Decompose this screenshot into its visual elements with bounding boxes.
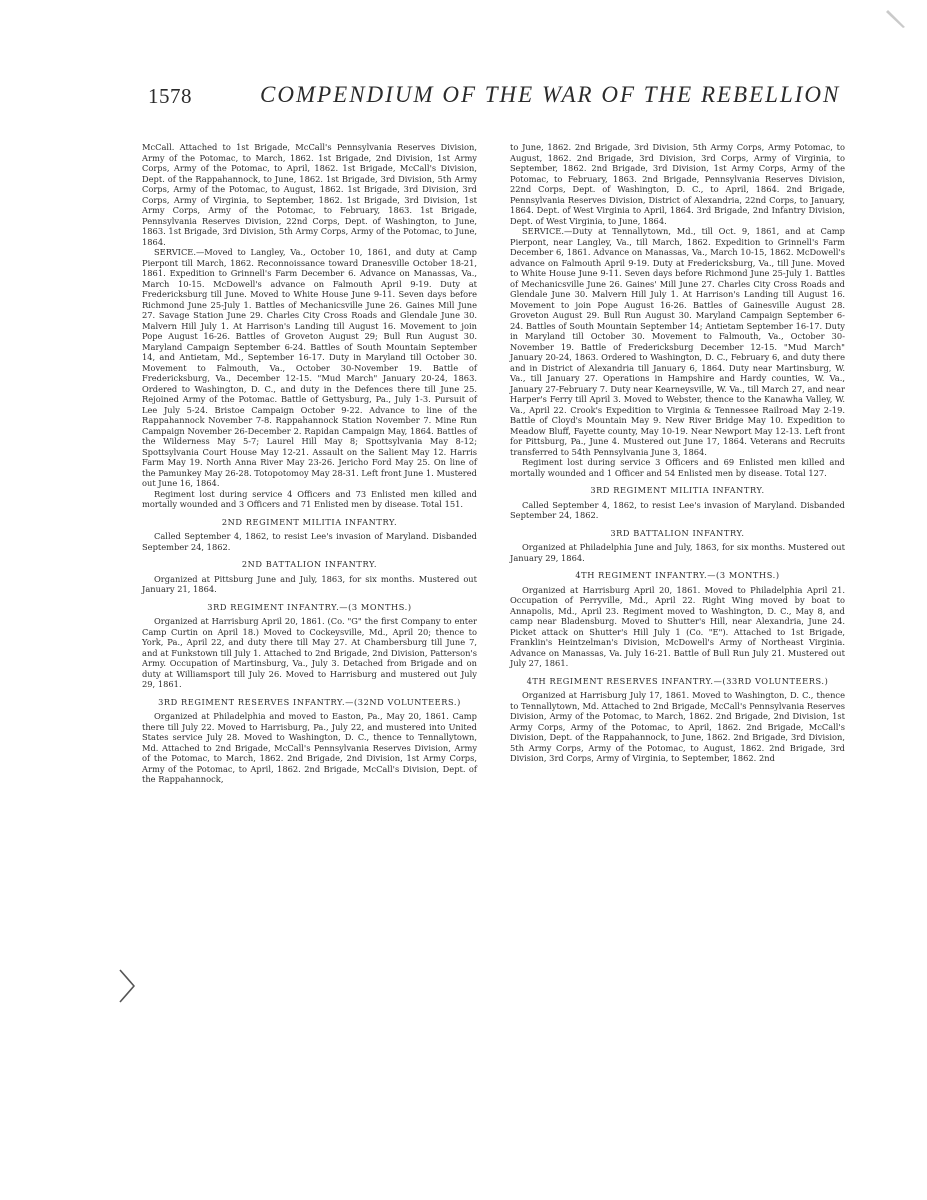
section-heading-4th-infantry: 4TH REGIMENT INFANTRY.—(3 MONTHS.) xyxy=(575,570,780,580)
right-losses-paragraph: Regiment lost during service 3 Officers and 69 Enlisted men killed and mortally wounded and 1 Officer and 54 Enlisted men by disease. Total 127. xyxy=(510,457,845,478)
right-battalion-paragraph: Organized at Philadelphia June and July, 1863, for six months. Mustered out January 29, 1864. xyxy=(510,542,845,563)
left-militia-paragraph: Called September 4, 1862, to resist Lee's invasion of Maryland. Disbanded September 24, 1862. xyxy=(142,531,477,552)
right-militia-paragraph: Called September 4, 1862, to resist Lee's invasion of Maryland. Disbanded September 24, 1862. xyxy=(510,499,845,520)
page-number: 1578 xyxy=(148,84,192,108)
right-service-paragraph: SERVICE.—Duty at Tennallytown, Md., till Oct. 9, 1861, and at Camp Pierpont, near Langley, Va., till March, 1862. Expedition to Grinnell's Farm December 6, 1861. Advance on Manassas, Va., March 10-15, 1862. McDowell's advance on Falmouth April 9-19. Duty at Fredericksburg, Va., till June. Moved to White House June 9-11. Seven days before Richmond June 25-July 1. Battles of Mechanicsville June 26. Gaines' Mill June 27. Charles City Cross Roads and Glendale June 30. Malvern Hill July 1. At Harrison's Landing till August 16. Movement to join Pope August 16-26. Battles of Gainesville August 28. Groveton August 29. Bull Run August 30. Maryland Campaign September 6-24. Battles of South Mountain September 14; Antietam September 16-17. Duty in Maryland till October 30. Movement to Falmouth, Va., October 30-November 19. Battle of Fredericksburg December 12-15. "Mud March" January 20-24, 1863. Ordered to Washington, D. C., February 6, and duty there and in District of Alexandria till January 6, 1864. Duty near Martinsburg, W. Va., till January 27. Operations in Hampshire and Hardy counties, W. Va., January 27-February 7. Duty near Kearneysville, W. Va., till March 27, and near Harper's Ferry till April 3. Moved to Webster, thence to the Kanawha Valley, W. Va., April 22. Crook's Expedition to Virginia & Tennessee Railroad May 2-19. Battle of Cloyd's Mountain May 9. New River Bridge May 10. Expedition to Meadow Bluff, Fayette county, May 10-19. Near Newport May 12-13. Left front for Pittsburg, Pa., June 4. Mustered out June 17, 1864. Veterans and Recruits transferred to 54th Pennsylvania June 3, 1864. xyxy=(510,226,845,457)
running-title: COMPENDIUM OF THE WAR OF THE REBELLION xyxy=(260,82,841,107)
section-heading-3rd-battalion: 3RD BATTALION INFANTRY. xyxy=(610,527,745,538)
left-service-paragraph: SERVICE.—Moved to Langley, Va., October 10, 1861, and duty at Camp Pierpont till March, 1862. Reconnoissance toward Dranesville October 18-21, 1861. Expedition to Grinnell's Farm December 6. Advance on Manassas, Va., March 10-15. McDowell's advance on Falmouth April 9-19. Duty at Fredericksburg till June. Moved to White House June 9-11. Seven days before Richmond June 25-July 1. Battles of Mechanicsville June 26. Gaines Mill June 27. Savage Station June 29. Charles City Cross Roads and Glendale June 30. Malvern Hill July 1. At Harrison's Landing till August 16. Movement to join Pope August 16-26. Battles of Groveton August 29; Bull Run August 30. Maryland Campaign September 6-24. Battles of South Mountain September 14, and Antietam, Md., September 16-17. Duty in Maryland till October 30. Movement to Falmouth, Va., October 30-November 19. Battle of Fredericksburg, Va., December 12-15. "Mud March" January 20-24, 1863. Ordered to Washington, D. C., and duty in the Defences there till June 25. Rejoined Army of the Potomac. Battle of Gettysburg, Pa., July 1-3. Pursuit of Lee July 5-24. Bristoe Campaign October 9-22. Advance to line of the Rappahannock November 7-8. Rappahannock Station November 7. Mine Run Campaign November 26-December 2. Rapidan Campaign May, 1864. Battles of the Wilderness May 5-7; Laurel Hill May 8; Spottsylvania May 8-12; Spottsylvania Court House May 12-21. Assault on the Salient May 12. Harris Farm May 19. North Anna River May 23-26. Jericho Ford May 25. On line of the Pamunkey May 26-28. Totopotomoy May 28-31. Left front June 1. Mustered out June 16, 1864. xyxy=(142,247,477,488)
section-heading-4th-reserves: 4TH REGIMENT RESERVES INFANTRY.—(33RD VOLUNTEERS.) xyxy=(526,675,829,686)
section-heading-3rd-militia: 3RD REGIMENT MILITIA INFANTRY. xyxy=(590,485,765,495)
left-column xyxy=(142,142,477,785)
left-losses-paragraph: Regiment lost during service 4 Officers and 73 Enlisted men killed and mortally wounded and 3 Officers and 71 Enlisted men by disease. Total 151. xyxy=(142,488,477,509)
right-paragraph-continuation: to June, 1862. 2nd Brigade, 3rd Division, 5th Army Corps, Army Potomac, to August, 1862. 2nd Brigade, 3rd Division, 3rd Corps, Army of Virginia, to September, 1862. 2nd Brigade, 3rd Division, 1st Army Corps, Army of the Potomac, to February, 1863. 2nd Brigade, Pennsylvania Reserves Division, 22nd Corps, Dept. of Washington, D. C., to April, 1864. 2nd Brigade, Pennsylvania Reserves Division, District of Alexandria, 22nd Corps, to January, 1864. Dept. of West Virginia to April, 1864. 3rd Brigade, 2nd Infantry Division, Dept. of West Virginia, to June, 1864. xyxy=(510,142,845,226)
section-heading-2nd-battalion: 2ND BATTALION INFANTRY. xyxy=(241,559,378,569)
left-paragraph-continuation: McCall. Attached to 1st Brigade, McCall's Pennsylvania Reserves Division, Army of the Potomac, to March, 1862. 1st Brigade, 2nd Division, 1st Army Corps, Army of the Potomac, to April, 1862. 1st Brigade, McCall's Division, Dept. of the Rappahannock, to June, 1862. 1st Brigade, 3rd Division, 5th Army Corps, Army of the Potomac, to August, 1862. 1st Brigade, 3rd Division, 3rd Corps, Army of Virginia, to September, 1862. 1st Brigade, 3rd Division, 1st Army Corps, Army of the Potomac, to February, 1863. 1st Brigade, Pennsylvania Reserves Division, 22nd Corps, Dept. of Washington, to June, 1863. 1st Brigade, 3rd Division, 5th Army Corps, Army of the Potomac, to June, 1864. xyxy=(142,142,477,247)
left-battalion-paragraph: Organized at Pittsburg June and July, 1863, for six months. Mustered out January 21, 1864. xyxy=(142,573,477,594)
right-4th-reserves-paragraph: Organized at Harrisburg July 17, 1861. Moved to Washington, D. C., thence to Tennallytown, Md. Attached to 2nd Brigade, McCall's Pennsylvania Reserves Division, Army of the Potomac, to March, 1862. 2nd Brigade, 2nd Division, 1st Army Corps, Army of the Potomac, to April, 1862. 2nd Brigade, McCall's Division, Dept. of the Rappahannock, to June, 1862. 2nd Brigade, 3rd Division, 5th Army Corps, Army of the Potomac, to August, 1862. 2nd Brigade, 3rd Division, 3rd Corps, Army of Virginia, to September, 1862. 2nd xyxy=(510,690,845,763)
section-heading-2nd-militia: 2ND REGIMENT MILITIA INFANTRY. xyxy=(221,516,398,527)
section-heading-3rd-infantry: 3RD REGIMENT INFANTRY.—(3 MONTHS.) xyxy=(207,601,412,612)
margin-arrow-mark-icon xyxy=(116,966,138,1006)
right-4th-infantry-paragraph: Organized at Harrisburg April 20, 1861. Moved to Philadelphia April 21. Occupation of Perryville, Md., April 22. Right Wing moved by boat to Annapolis, Md., April 23. Regiment moved to Washington, D. C., May 8, and camp near Bladensburg. Moved to Shutter's Hill, near Alexandria, June 24. Picket attack on Shutter's Hill July 1 (Co. "E"). Attached to 1st Brigade, Franklin's Heintzelman's Division, McDowell's Army of Northeast Virginia. Advance on Manassas, Va. July 16-21. Battle of Bull Run July 21. Mustered out July 27, 1861. xyxy=(510,584,845,668)
right-column xyxy=(510,142,845,764)
left-3rd-infantry-paragraph: Organized at Harrisburg April 20, 1861. (Co. "G" the first Company to enter Camp Curtin on April 18.) Moved to Cockeysville, Md., April 20; thence to York, Pa., April 22, and duty there till May 27. At Chambersburg till June 7, and at Funkstown till July 1. Attached to 2nd Brigade, 2nd Division, Patterson's Army. Occupation of Martinsburg, Va., July 3. Detached from Brigade and on duty at Williamsport till July 26. Moved to Harrisburg and mustered out July 29, 1861. xyxy=(142,616,477,689)
page-header xyxy=(148,76,848,116)
section-heading-3rd-reserves: 3RD REGIMENT RESERVES INFANTRY.—(32ND VOLUNTEERS.) xyxy=(158,696,461,707)
corner-fold-mark-icon xyxy=(885,8,907,30)
left-3rd-reserves-paragraph: Organized at Philadelphia and moved to Easton, Pa., May 20, 1861. Camp there till July 22. Moved to Harrisburg, Pa., July 22, and mustered into United States service July 28. Moved to Washington, D. C., thence to Tennallytown, Md. Attached to 2nd Brigade, McCall's Pennsylvania Reserves Division, Army of the Potomac, to March, 1862. 2nd Brigade, 2nd Division, 1st Army Corps, Army of the Potomac, to April, 1862. 2nd Brigade, McCall's Division, Dept. of the Rappahannock, xyxy=(142,711,477,784)
